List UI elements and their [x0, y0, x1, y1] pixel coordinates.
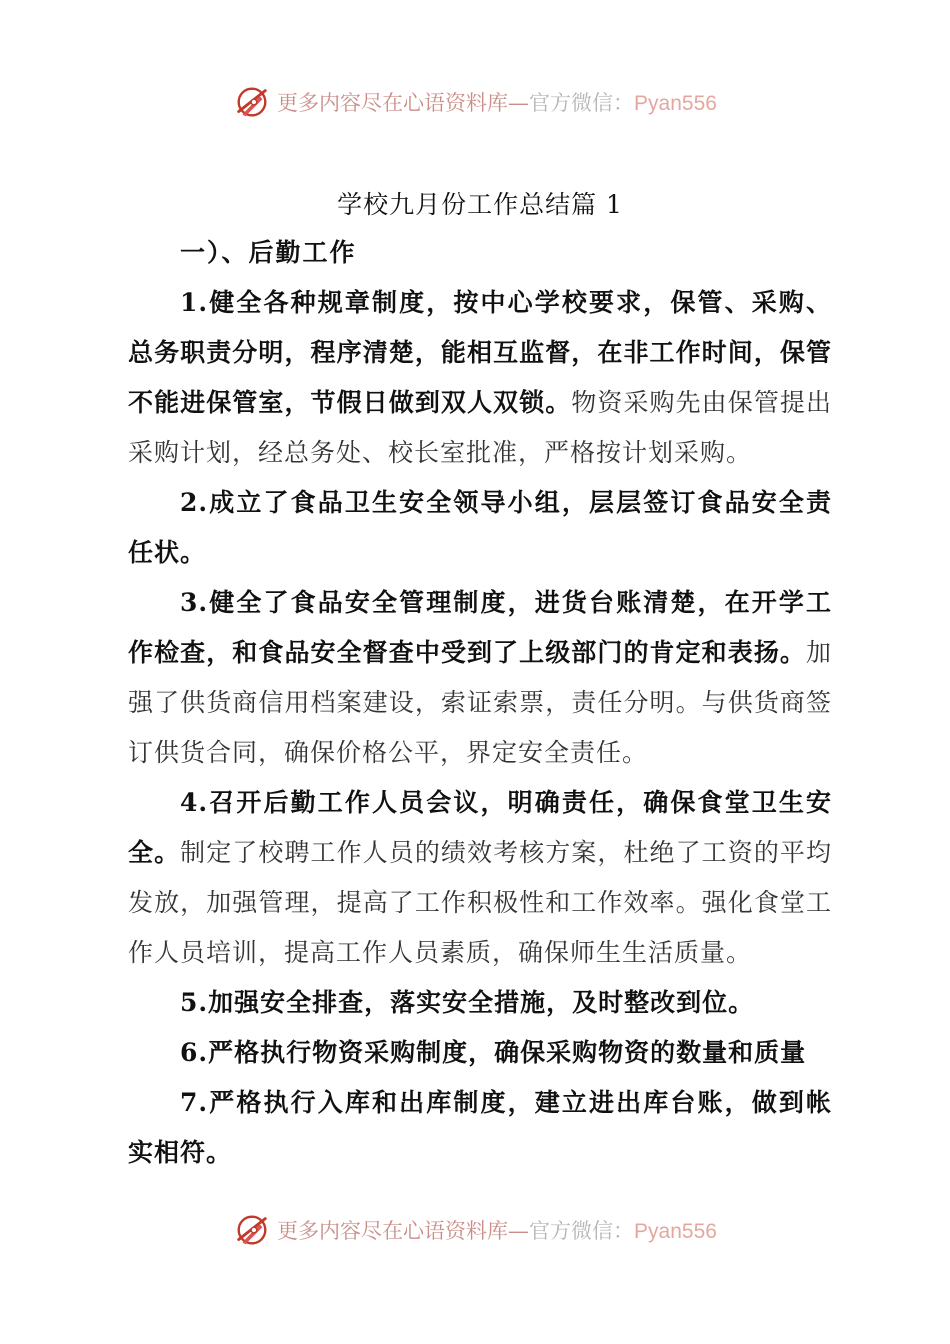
watermark-brand: 更多内容尽在心语资料库 — [277, 91, 509, 115]
paragraph-bold-text: 6.严格执行物资采购制度，确保采购物资的数量和质量 — [180, 1038, 807, 1067]
paragraph-item-6 — [128, 1028, 832, 1078]
paragraph-bold-text: 1.健全各种规章制度，按中心学校要求，保管、采购、总务职责分明，程序清楚，能相互监督，在非工作时间，保管不能进保管室，节假日做到双人双锁。 — [128, 288, 832, 417]
paragraph-normal-text: 加强了供货商信用档案建设，索证索票，责任分明。与供货商签订供货合同，确保价格公平，界定安全责任。 — [128, 638, 832, 767]
watermark-dash: — — [508, 1219, 530, 1243]
paragraph-bold-text: 2.成立了食品卫生安全领导小组，层层签订食品安全责任状。 — [128, 488, 832, 567]
paragraph-normal-text: 物资采购先由保管提出采购计划，经总务处、校长室批准，严格按计划采购。 — [128, 388, 832, 467]
paragraph-item-3 — [128, 578, 832, 778]
document-title: 学校九月份工作总结篇 1 — [337, 190, 623, 219]
footer-watermark-banner — [0, 1208, 950, 1252]
pen-logo-icon — [233, 83, 271, 121]
paragraph-item-1 — [128, 278, 832, 478]
header-watermark-banner — [0, 80, 950, 124]
watermark-wechat-id: Pyan556 — [634, 92, 717, 115]
paragraph-bold-text: 4.召开后勤工作人员会议，明确责任，确保食堂卫生安全。 — [128, 788, 832, 867]
paragraph-bold-text: 7.严格执行入库和出库制度，建立进出库台账，做到帐实相符。 — [128, 1088, 832, 1167]
document-body — [128, 182, 832, 1178]
pen-logo-icon — [233, 1211, 271, 1249]
paragraph-item-7 — [128, 1078, 832, 1178]
paragraph-normal-text: 制定了校聘工作人员的绩效考核方案，杜绝了工资的平均发放，加强管理，提高了工作积极性和工作效率。强化食堂工作人员培训，提高工作人员素质，确保师生生活质量。 — [128, 838, 832, 967]
watermark-text — [277, 87, 717, 117]
paragraph-item-5 — [128, 978, 832, 1028]
paragraph-bold-text: 3.健全了食品安全管理制度，进货台账清楚，在开学工作检查，和食品安全督查中受到了上级部门的肯定和表扬。 — [128, 588, 832, 667]
watermark-label: 官方微信： — [529, 1219, 635, 1243]
watermark-text — [277, 1215, 717, 1245]
section-heading: 一）、后勤工作 — [180, 238, 357, 267]
watermark-wechat-id: Pyan556 — [634, 1220, 717, 1243]
paragraph-item-4 — [128, 778, 832, 978]
watermark-dash: — — [508, 91, 530, 115]
watermark-label: 官方微信： — [529, 91, 635, 115]
paragraph-bold-text: 5.加强安全排查，落实安全措施，及时整改到位。 — [180, 988, 755, 1017]
watermark-brand: 更多内容尽在心语资料库 — [277, 1219, 509, 1243]
paragraph-item-2 — [128, 478, 832, 578]
